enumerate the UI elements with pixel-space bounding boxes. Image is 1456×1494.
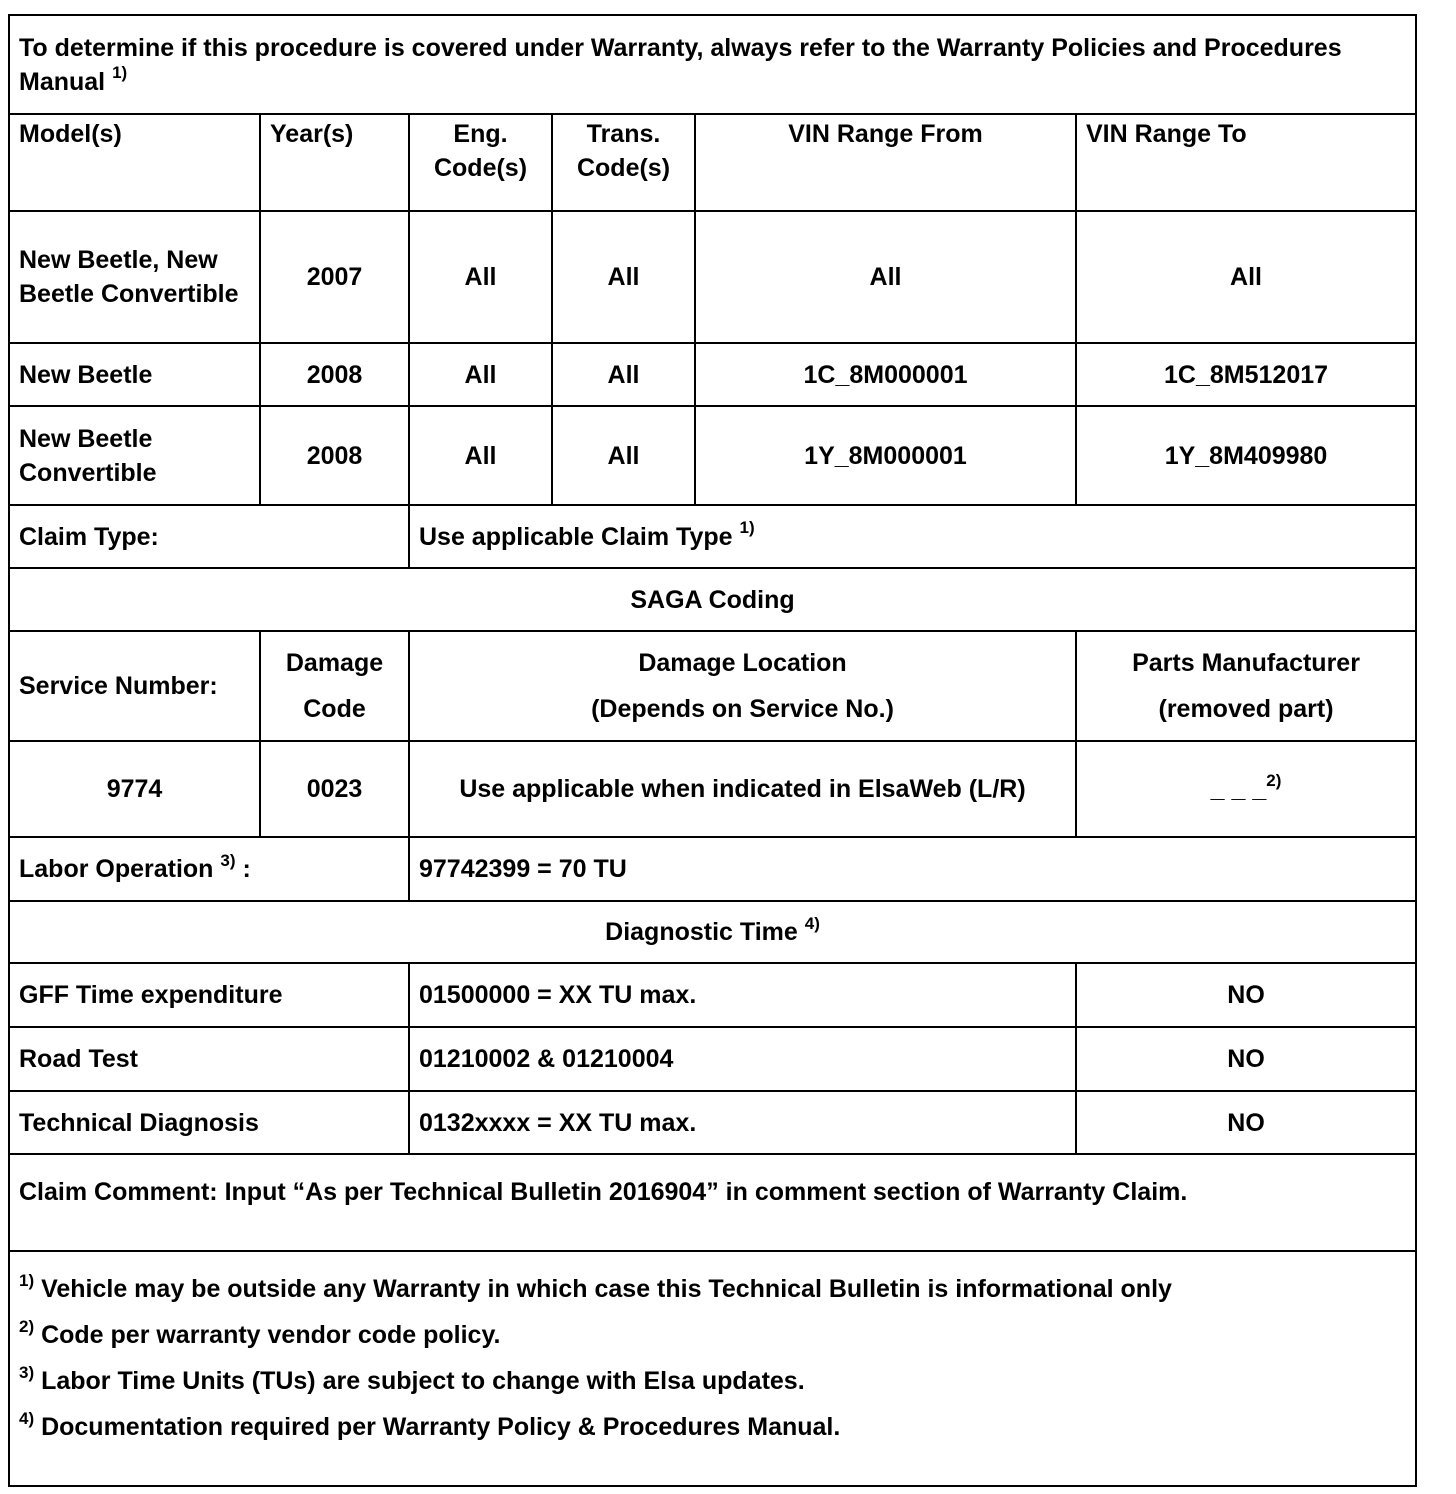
damage-location-label-line2: (Depends on Service No.): [591, 695, 894, 723]
eng-code-cell: All: [409, 343, 552, 406]
header-vin-to: VIN Range To: [1076, 114, 1416, 211]
saga-title: SAGA Coding: [9, 568, 1416, 631]
vin-to-cell: 1C_8M512017: [1076, 343, 1416, 406]
footnote-marker: 3): [19, 1362, 35, 1382]
claim-comment: Claim Comment: Input “As per Technical Bulletin 2016904” in comment section of Warranty Claim.: [9, 1154, 1416, 1251]
table-row: [9, 343, 1416, 406]
header-trans-code: Trans. Code(s): [552, 114, 695, 211]
diagnostic-title-row: [9, 901, 1416, 963]
year-cell: 2007: [260, 211, 409, 343]
diagnostic-title-cell: [9, 901, 1416, 963]
claim-type-value: Use applicable Claim Type: [419, 522, 733, 551]
damage-code-label-line2: Code: [303, 695, 366, 723]
footnote-text: Code per warranty vendor code policy.: [34, 1321, 501, 1349]
parts-manufacturer-value: _ _ _: [1210, 775, 1267, 803]
parts-manufacturer-value-cell: [1076, 741, 1416, 837]
footnote-marker: 1): [19, 1270, 35, 1290]
footnotes-row: [9, 1251, 1416, 1486]
footnote-text: Labor Time Units (TUs) are subject to change with Elsa updates.: [34, 1367, 805, 1395]
vin-to-cell: 1Y_8M409980: [1076, 406, 1416, 505]
footnote-4: [19, 1404, 1406, 1450]
intro-footnote-marker: 1): [112, 63, 128, 83]
trans-code-cell: All: [552, 406, 695, 505]
header-row: [9, 114, 1416, 211]
diagnostic-value: NO: [1076, 1091, 1416, 1154]
model-cell: New Beetle: [9, 343, 260, 406]
table-row: [9, 211, 1416, 343]
model-cell: New Beetle, New Beetle Convertible: [9, 211, 260, 343]
footnote-1: [19, 1266, 1406, 1312]
parts-manufacturer-label-cell: [1076, 631, 1416, 741]
warranty-table: [8, 14, 1417, 1487]
diagnostic-row: [9, 1091, 1416, 1154]
damage-location-label-cell: [409, 631, 1076, 741]
footnote-marker: 2): [19, 1316, 35, 1336]
diagnostic-label: Technical Diagnosis: [9, 1091, 409, 1154]
vin-from-cell: 1C_8M000001: [695, 343, 1076, 406]
diagnostic-row: [9, 963, 1416, 1027]
parts-manufacturer-label-line2: (removed part): [1158, 695, 1334, 723]
saga-title-row: [9, 568, 1416, 631]
damage-location-value: Use applicable when indicated in ElsaWeb (L/R): [409, 741, 1076, 837]
intro-text: To determine if this procedure is covered under Warranty, always refer to the Warranty Policies and Procedures Manual: [19, 33, 1342, 96]
footnote-marker: 4): [19, 1408, 35, 1428]
parts-manufacturer-label-line1: Parts Manufacturer: [1132, 649, 1360, 677]
diagnostic-code: 0132xxxx = XX TU max.: [409, 1091, 1076, 1154]
eng-code-cell: All: [409, 406, 552, 505]
year-cell: 2008: [260, 343, 409, 406]
diagnostic-value: NO: [1076, 963, 1416, 1027]
model-cell: New Beetle Convertible: [9, 406, 260, 505]
claim-type-value-cell: [409, 505, 1416, 568]
service-number-label: Service Number:: [9, 631, 260, 741]
footnote-text: Vehicle may be outside any Warranty in which case this Technical Bulletin is informational only: [34, 1275, 1172, 1303]
claim-type-footnote-marker: 1): [739, 518, 755, 538]
diagnostic-label: Road Test: [9, 1027, 409, 1091]
footnotes-cell: [9, 1251, 1416, 1486]
footnote-2: [19, 1312, 1406, 1358]
diagnostic-label: GFF Time expenditure: [9, 963, 409, 1027]
header-vin-from: VIN Range From: [695, 114, 1076, 211]
saga-value-row: [9, 741, 1416, 837]
labor-value: 97742399 = 70 TU: [409, 837, 1416, 901]
trans-code-cell: All: [552, 211, 695, 343]
vin-to-cell: All: [1076, 211, 1416, 343]
diagnostic-code: 01500000 = XX TU max.: [409, 963, 1076, 1027]
diagnostic-row: [9, 1027, 1416, 1091]
diagnostic-title: Diagnostic Time: [605, 918, 798, 946]
parts-manufacturer-footnote-marker: 2): [1266, 770, 1282, 790]
trans-code-cell: All: [552, 343, 695, 406]
footnote-3: [19, 1358, 1406, 1404]
labor-row: [9, 837, 1416, 901]
service-number-value: 9774: [9, 741, 260, 837]
footnote-text: Documentation required per Warranty Policy & Procedures Manual.: [34, 1413, 841, 1441]
header-eng-code: Eng. Code(s): [409, 114, 552, 211]
header-model: Model(s): [9, 114, 260, 211]
labor-label-cell: [9, 837, 409, 901]
vin-from-cell: All: [695, 211, 1076, 343]
damage-code-label-cell: [260, 631, 409, 741]
labor-label: Labor Operation: [19, 855, 214, 883]
claim-comment-row: [9, 1154, 1416, 1251]
intro-cell: [9, 15, 1416, 114]
damage-code-value: 0023: [260, 741, 409, 837]
claim-type-row: [9, 505, 1416, 568]
year-cell: 2008: [260, 406, 409, 505]
damage-location-label-line1: Damage Location: [638, 649, 847, 677]
intro-row: [9, 15, 1416, 114]
claim-type-label: Claim Type:: [9, 505, 409, 568]
header-year: Year(s): [260, 114, 409, 211]
labor-colon: :: [235, 855, 251, 883]
diagnostic-footnote-marker: 4): [804, 913, 820, 933]
eng-code-cell: All: [409, 211, 552, 343]
saga-header-row: [9, 631, 1416, 741]
diagnostic-value: NO: [1076, 1027, 1416, 1091]
vin-from-cell: 1Y_8M000001: [695, 406, 1076, 505]
labor-footnote-marker: 3): [220, 850, 236, 870]
damage-code-label-line1: Damage: [285, 649, 384, 677]
table-row: [9, 406, 1416, 505]
diagnostic-code: 01210002 & 01210004: [409, 1027, 1076, 1091]
